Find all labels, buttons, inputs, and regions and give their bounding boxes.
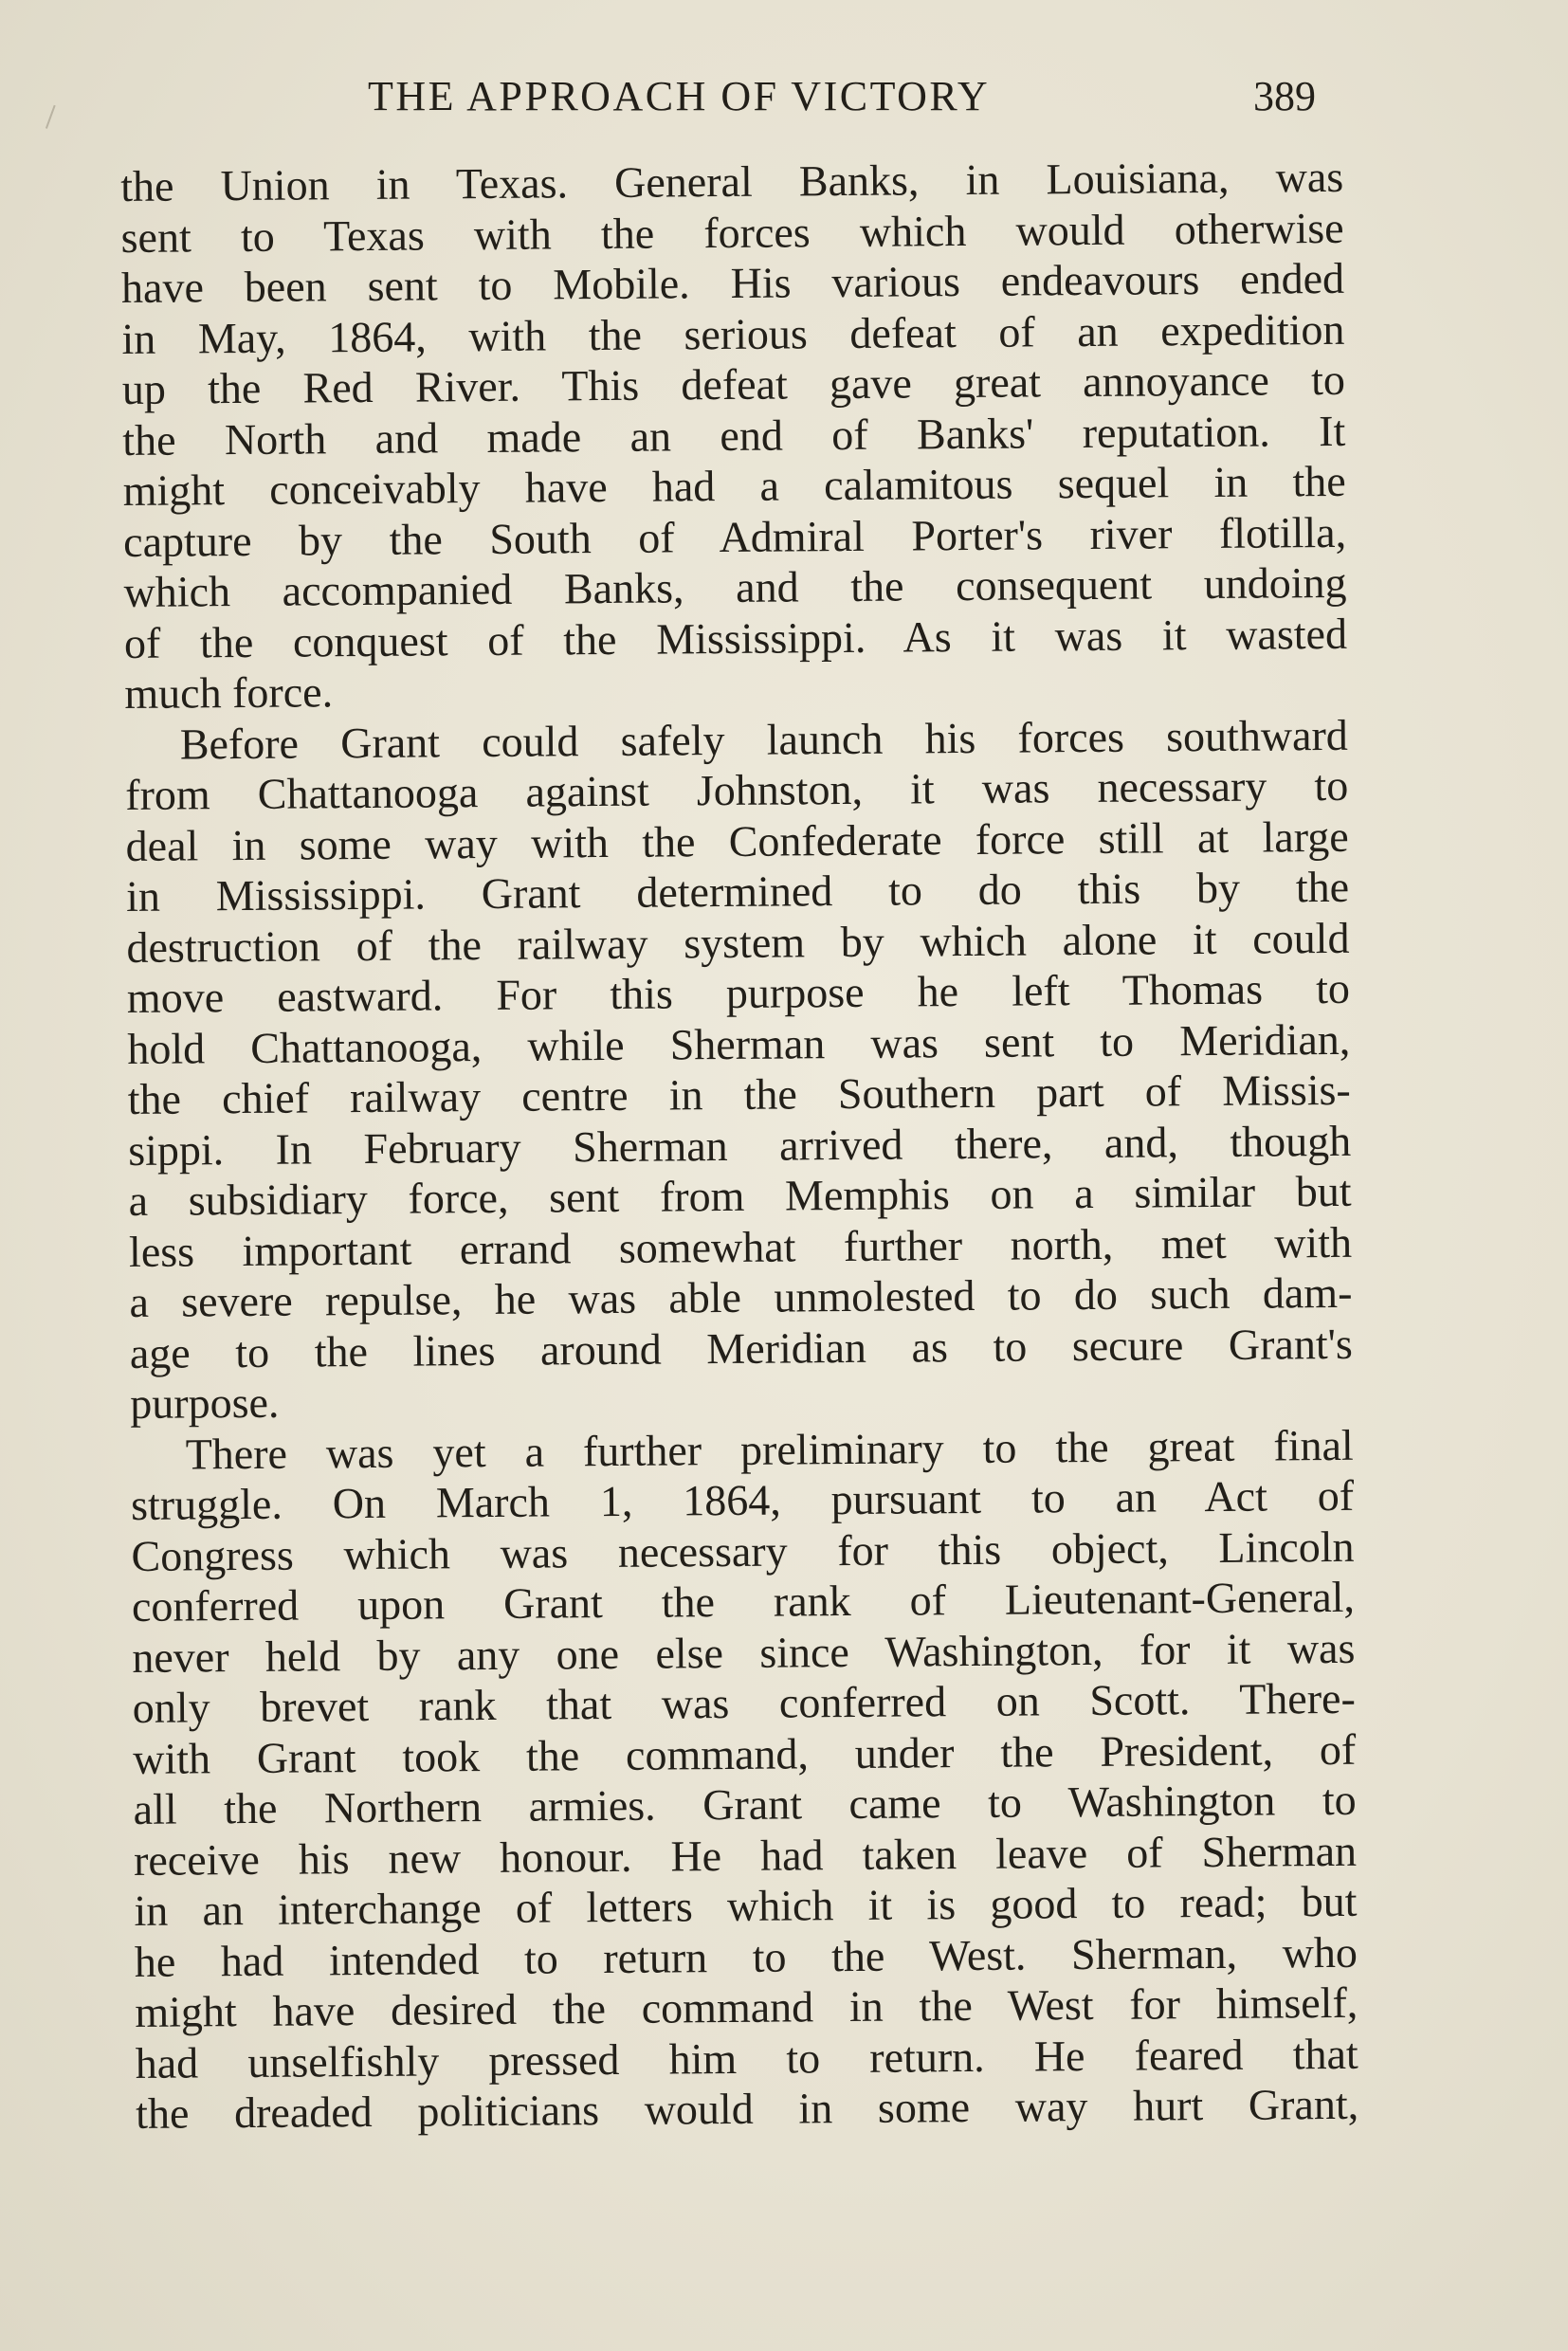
text-line: from Chattanooga against Johnston, it was necessary to (125, 760, 1349, 819)
text-line: Before Grant could safely launch his forces southward (179, 710, 1348, 769)
text-line: age to the lines around Meridian as to secure Grant's (129, 1319, 1354, 1377)
text-line: move eastward. For this purpose he left Thomas to (126, 963, 1351, 1022)
text-line: all the Northern armies. Grant came to Washington to (133, 1775, 1357, 1833)
text-line: sent to Texas with the forces which would otherwise (120, 203, 1344, 262)
text-line: never held by any one else since Washington, for it was (132, 1623, 1356, 1682)
paragraph (120, 152, 1348, 720)
paragraph (131, 1419, 1359, 2139)
text-line: There was yet a further preliminary to the great final (185, 1420, 1354, 1479)
running-head (0, 68, 1568, 125)
page-number: 389 (1253, 73, 1316, 119)
text-line: hold Chattanooga, while Sherman was sent to Meridian, (127, 1014, 1351, 1073)
text-line: only brevet rank that was conferred on Scott. There- (132, 1673, 1356, 1732)
text-line: sippi. In February Sherman arrived there, and, though (127, 1116, 1352, 1175)
text-line: less important errand somewhat further north, met with (128, 1217, 1353, 1276)
text-line: have been sent to Mobile. His various endeavours ended (120, 253, 1345, 312)
text-line: had unselfishly pressed him to return. He feared that (135, 2029, 1358, 2087)
text-line: the North and made an end of Banks' reputation. It (122, 406, 1346, 465)
text-line: much force. (124, 667, 334, 718)
text-line: receive his new honour. He had taken leave of Sherman (133, 1826, 1358, 1885)
text-line: the chief railway centre in the Southern part of Missis- (127, 1065, 1351, 1123)
text-line: the Union in Texas. General Banks, in Louisiana, was (120, 152, 1344, 210)
text-line: of the conquest of the Mississippi. As it was it wasted (123, 609, 1348, 667)
text-line: struggle. On March 1, 1864, pursuant to an Act of (130, 1470, 1355, 1529)
text-line: destruction of the railway system by which alone it could (126, 913, 1350, 972)
text-line: he had intended to return to the West. Sherman, who (134, 1927, 1358, 1986)
text-line: in May, 1864, with the serious defeat of an expedition (121, 304, 1345, 363)
text-line: in Mississippi. Grant determined to do this by the (125, 862, 1350, 920)
text-line: might have desired the command in the West for himself, (135, 1977, 1358, 2036)
text-line: Congress which was necessary for this object, Lincoln (131, 1522, 1355, 1580)
text-line: capture by the South of Admiral Porter's river flotilla, (122, 507, 1347, 566)
text-line: deal in some way with the Confederate force still at large (125, 811, 1349, 870)
text-line: in an interchange of letters which it is good to read; but (134, 1876, 1358, 1935)
text-line: a severe repulse, he was able unmolested to do such dam- (129, 1267, 1353, 1326)
text-line: purpose. (130, 1377, 280, 1428)
running-title: THE APPROACH OF VICTORY (368, 73, 991, 119)
text-line: the dreaded politicians would in some way hurt Grant, (135, 2079, 1359, 2138)
text-line: which accompanied Banks, and the consequent undoing (123, 557, 1347, 616)
text-line: up the Red River. This defeat gave great annoyance to (121, 355, 1346, 413)
text-line: might conceivably have had a calamitous sequel in the (122, 456, 1346, 515)
text-line: a subsidiary force, sent from Memphis on a similar but (128, 1166, 1352, 1225)
text-line: with Grant took the command, under the President, of (133, 1724, 1357, 1783)
paragraph (125, 709, 1354, 1429)
body-text (120, 152, 1358, 2140)
text-line: conferred upon Grant the rank of Lieutenant-General, (131, 1572, 1356, 1631)
